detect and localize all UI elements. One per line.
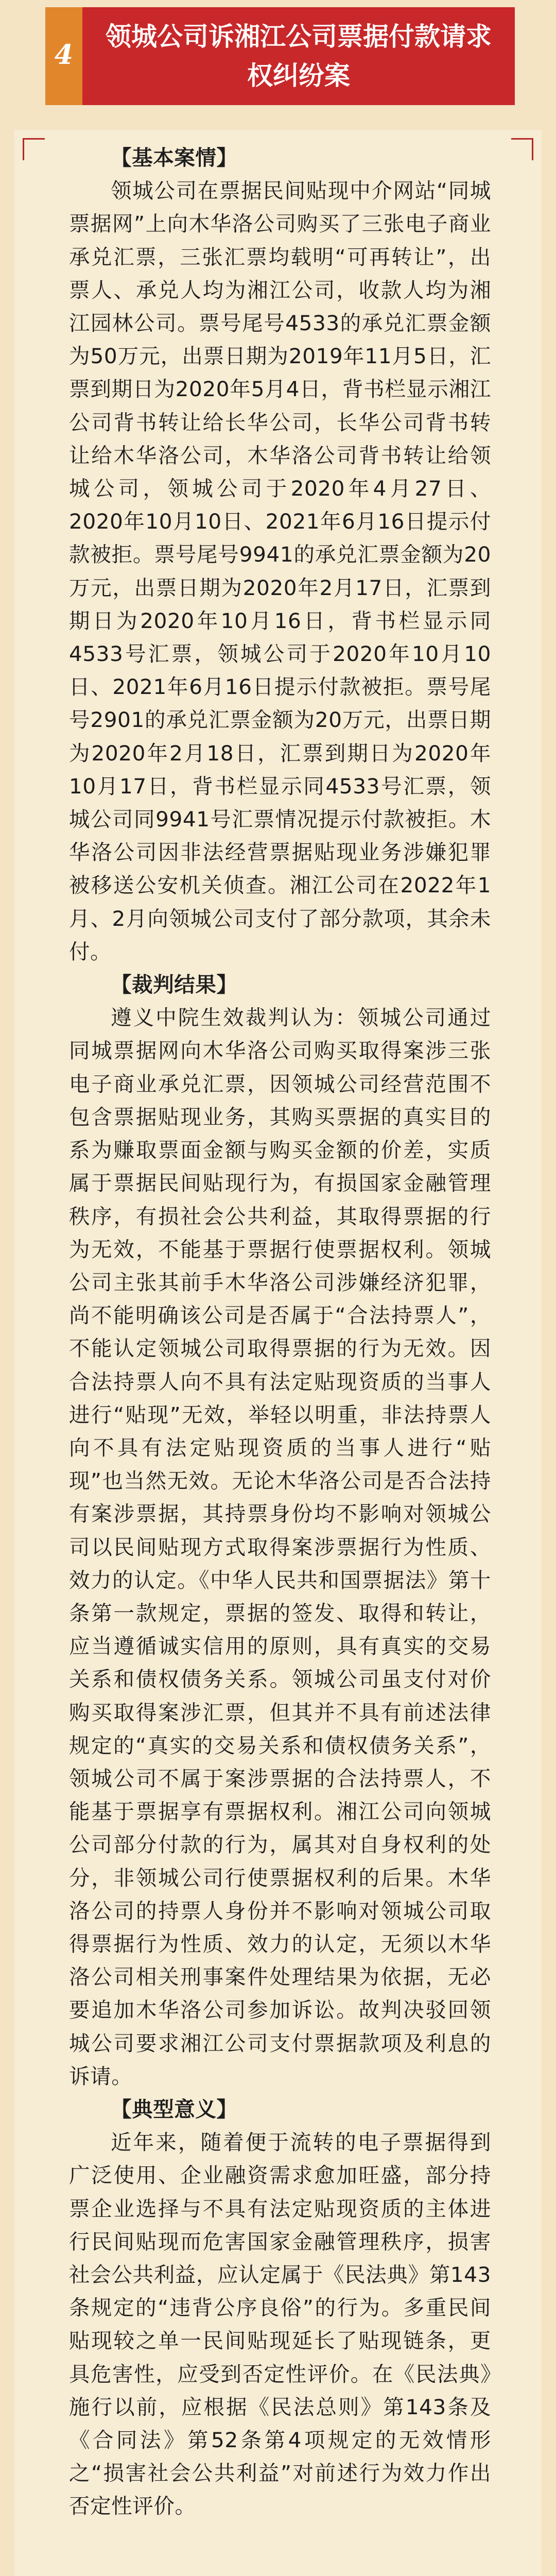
case-content [69, 141, 491, 2523]
case-title [82, 7, 515, 105]
case-number: 4 [54, 39, 74, 71]
judgment-paragraph: 遵义中院生效裁判认为：领城公司通过同城票据网向木华洛公司购买取得案涉三张电子商业承兑汇票，因领城公司经营范围不包含票据贴现业务，其购买票据的真实目的系为赚取票面金额与购买金额的价差，实质属于票据民间贴现行为，有损国家金融管理秩序，有损社会公共利益，其取得票据的行为无效，不能基于票据行使票据权利。领城公司主张其前手木华洛公司涉嫌经济犯罪，尚不能明确该公司是否属于“合法持票人”，不能认定领城公司取得票据的行为无效。因合法持票人向不具有法定贴现资质的当事人进行“贴现”无效，举轻以明重，非法持票人向不具有法定贴现资质的当事人进行“贴现”也当然无效。无论木华洛公司是否合法持有案涉票据，其持票身份均不影响对领城公司以民间贴现方式取得案涉票据行为性质、效力的认定。《中华人民共和国票据法》第十条第一款规定，票据的签发、取得和转让，应当遵循诚实信用的原则，具有真实的交易关系和债权债务关系。领城公司虽支付对价购买取得案涉汇票，但其并不具有前述法律规定的“真实的交易关系和债权债务关系”，领城公司不属于案涉票据的合法持票人，不能基于票据享有票据权利。湘江公司向领城公司部分付款的行为，属其对自身权利的处分，非领城公司行使票据权利的后果。木华洛公司的持票人身份并不影响对领城公司取得票据行为性质、效力的认定，无须以木华洛公司相关刑事案件处理结果为依据，无必要追加木华洛公司参加诉讼。故判决驳回领城公司要求湘江公司支付票据款项及利息的诉请。 [69, 1005, 491, 2089]
case-title-line-1: 领城公司诉湘江公司票据付款请求 [106, 22, 492, 52]
section-heading-significance: 【典型意义】 [111, 2096, 238, 2122]
section-heading-basic-facts: 【基本案情】 [111, 145, 238, 170]
case-header [0, 0, 556, 124]
basic-facts-paragraph: 领城公司在票据民间贴现中介网站“同城票据网”上向木华洛公司购买了三张电子商业承兑汇票，三张汇票均载明“可再转让”，出票人、承兑人均为湘江公司，收款人均为湘江园林公司。票号尾号4533的承兑汇票金额为50万元，出票日期为2019年11月5日，汇票到期日为2020年5月4日，背书栏显示湘江公司背书转让给长华公司，长华公司背书转让给木华洛公司，木华洛公司背书转让给领城公司，领城公司于2020年4月27日、2020年10月10日、2021年6月16日提示付款被拒。票号尾号9941的承兑汇票金额为20万元，出票日期为2020年2月17日，汇票到期日为2020年10月16日，背书栏显示同4533号汇票，领城公司于2020年10月10日、2021年6月16日提示付款被拒。票号尾号2901的承兑汇票金额为20万元，出票日期为2020年2月18日，汇票到期日为2020年10月17日，背书栏显示同4533号汇票，领城公司同9941号汇票情况提示付款被拒。木华洛公司因非法经营票据贴现业务涉嫌犯罪被移送公安机关侦查。湘江公司在2022年1月、2月向领城公司支付了部分款项，其余未付。 [69, 178, 491, 964]
case-number-badge [47, 38, 80, 71]
corner-ornament [23, 138, 45, 160]
significance-paragraph: 近年来，随着便于流转的电子票据得到广泛使用、企业融资需求愈加旺盛，部分持票企业选择与不具有法定贴现资质的主体进行民间贴现而危害国家金融管理秩序，损害社会公共利益，应认定属于《民法典》第143条规定的“违背公序良俗”的行为。多重民间贴现较之单一民间贴现延长了贴现链条，更具危害性，应受到否定性评价。在《民法典》施行以前，应根据《民法总则》第143条及《合同法》第52条第4项规定的无效情形之“损害社会公共利益”对前述行为效力作出否定性评价。 [69, 2130, 491, 2519]
case-title-line-2: 权纠纷案 [247, 61, 350, 91]
section-heading-judgment: 【裁判结果】 [111, 972, 238, 997]
corner-ornament [511, 138, 533, 160]
